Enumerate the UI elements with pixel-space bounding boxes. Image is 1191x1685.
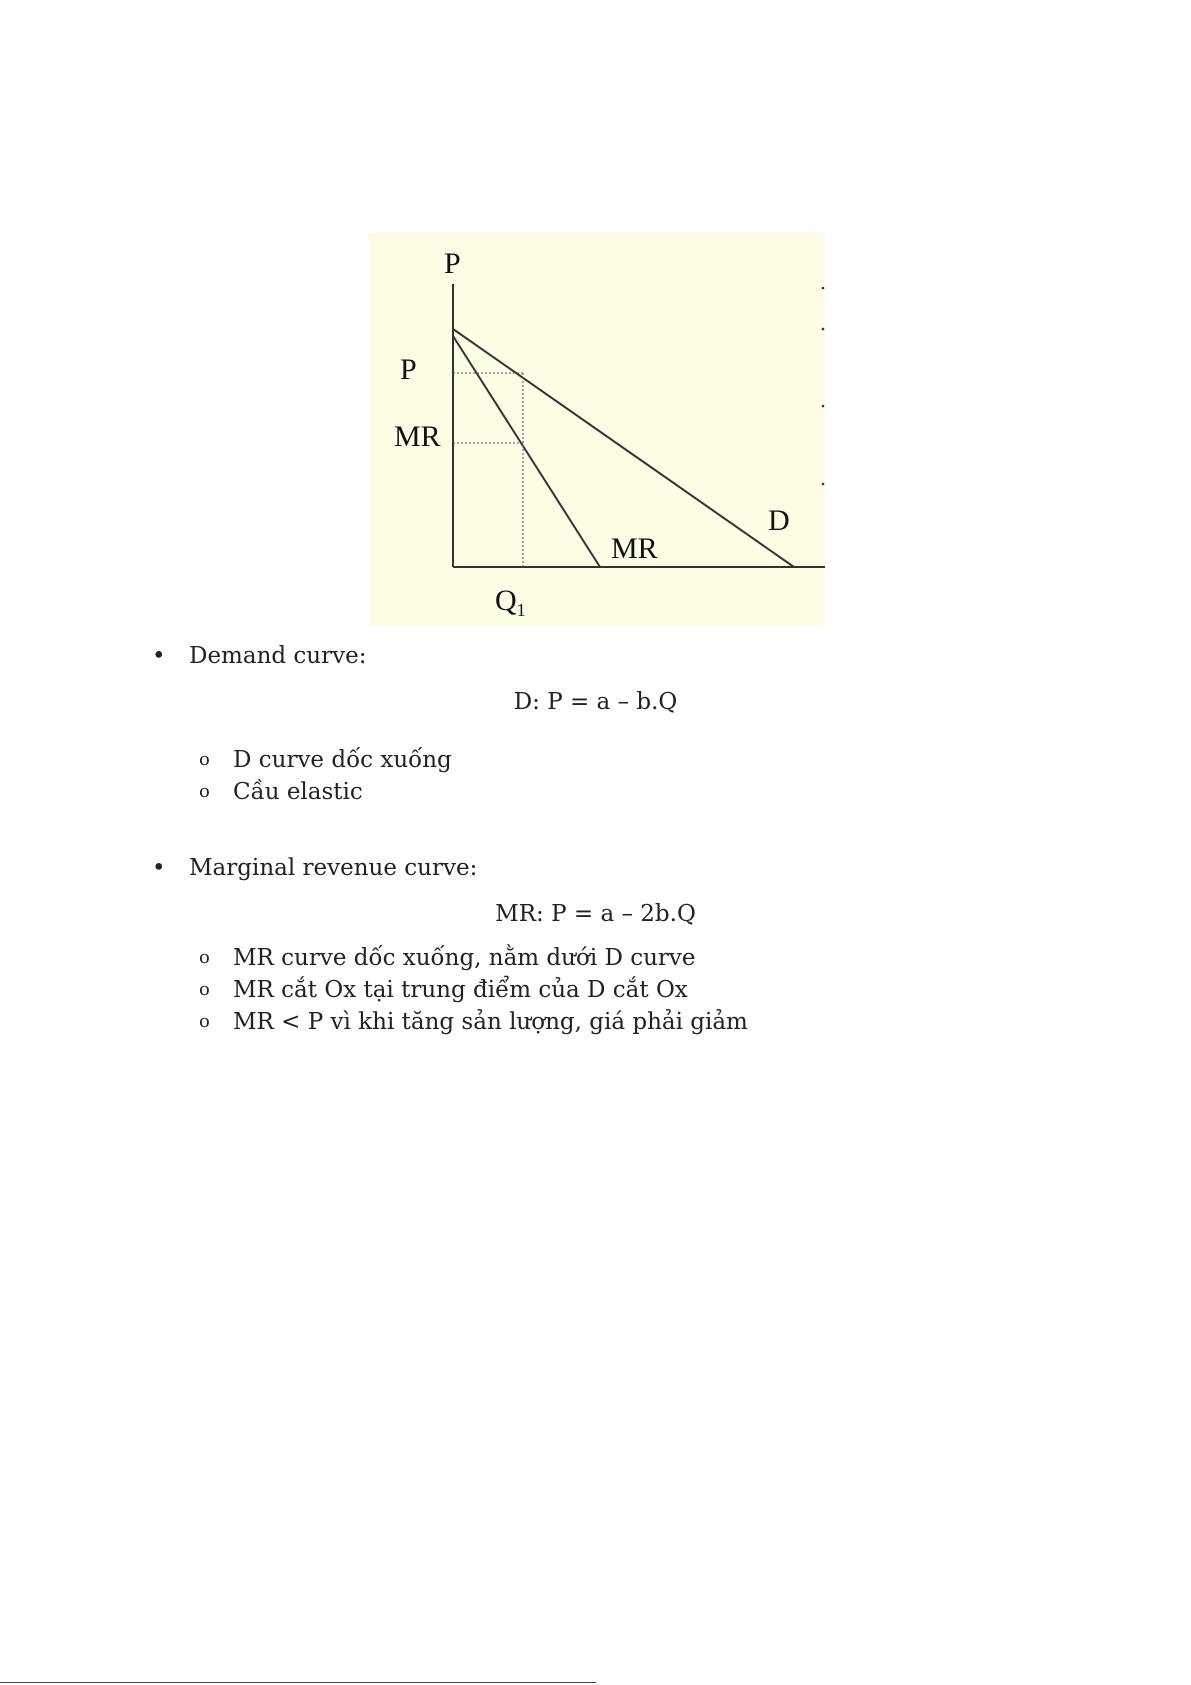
demand-point: Cầu elastic <box>233 779 363 805</box>
mr-curve-label: MR <box>611 532 658 565</box>
mr-demand-figure <box>369 233 825 626</box>
bullet-marker: • <box>152 643 166 669</box>
edge-dot <box>822 287 825 290</box>
mr-point: MR cắt Ox tại trung điểm của D cắt Ox <box>233 977 688 1003</box>
bullet-marker: • <box>152 855 166 881</box>
q-symbol: Q <box>495 584 517 617</box>
sub-bullet-marker: o <box>199 1011 210 1032</box>
sub-bullet-marker: o <box>199 947 210 968</box>
edge-dot <box>822 405 825 408</box>
mr-formula: MR: P = a – 2b.Q <box>495 901 696 927</box>
demand-formula: D: P = a – b.Q <box>513 689 678 715</box>
demand-point: D curve dốc xuống <box>233 747 452 773</box>
figure-svg <box>369 233 825 626</box>
sub-bullet-marker: o <box>199 781 210 802</box>
mr-curve-heading: Marginal revenue curve: <box>189 855 478 881</box>
sub-bullet-marker: o <box>199 979 210 1000</box>
y-axis-label: P <box>444 247 461 280</box>
price-label: P <box>400 353 417 386</box>
mr-curve <box>453 336 600 567</box>
demand-curve-heading: Demand curve: <box>189 643 367 669</box>
footnote-separator <box>0 1682 596 1683</box>
x-axis-label <box>495 584 526 620</box>
mr-point: MR < P vì khi tăng sản lượng, giá phải giảm <box>233 1009 748 1035</box>
demand-curve-label: D <box>768 504 790 537</box>
mr-point: MR curve dốc xuống, nằm dưới D curve <box>233 945 696 971</box>
edge-dot <box>822 328 825 331</box>
sub-bullet-marker: o <box>199 749 210 770</box>
edge-dot <box>822 483 825 486</box>
mr-axis-label: MR <box>394 420 441 453</box>
q-subscript: 1 <box>516 600 526 620</box>
